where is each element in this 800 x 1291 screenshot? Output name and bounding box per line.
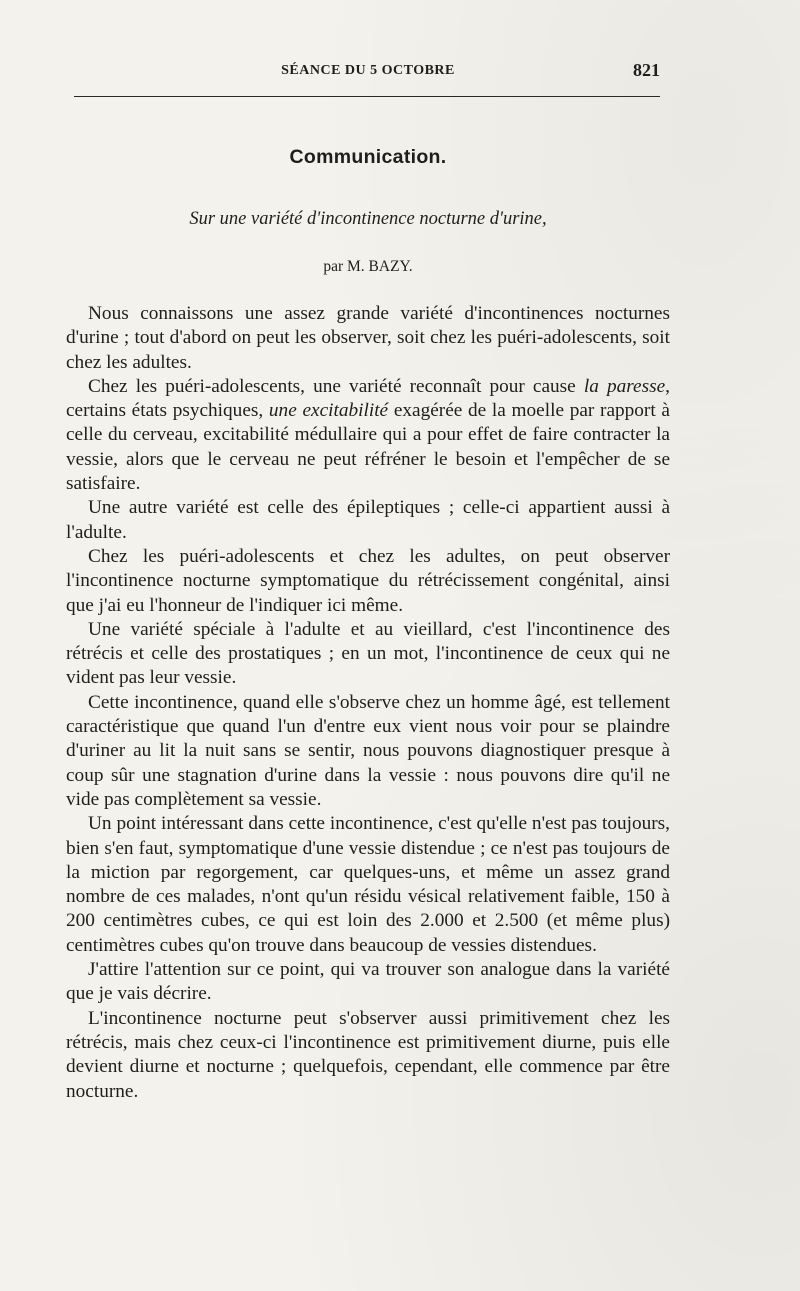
article-author: par M. BAZY. — [323, 258, 413, 275]
paragraph-6: Cette incontinence, quand elle s'observe chez un homme âgé, est tellement caractéristique que quand l'un d'entre eux vient nous voir pour se plaindre d'uriner au lit la nuit sans se sentir, nous pouvons diagnostiquer presque à coup sûr une stagnation d'urine dans la vessie : nous pouvons dire qu'il ne vide pas complètement sa vessie. — [66, 691, 670, 810]
article-title: Sur une variété d'incontinence nocturne d'urine, — [189, 209, 547, 229]
emphasis-paresse: la paresse — [583, 375, 666, 397]
paragraph-1: Nous connaissons une assez grande variété d'incontinences nocturnes d'urine ; tout d'abord on peut les observer, soit chez les puéri-adolescents, soit chez les adultes. — [66, 303, 670, 373]
paragraph-2-part-1: Chez les puéri-adolescents, une variété reconnaît pour cause — [88, 375, 584, 397]
paragraph-5: Une variété spéciale à l'adulte et au vieillard, c'est l'incontinence des rétrécis et celle des prostatiques ; en un mot, l'incontinence de ceux qui ne vident pas leur vessie. — [66, 618, 670, 689]
paragraph-9: L'incontinence nocturne peut s'observer aussi primitivement chez les rétrécis, mais chez ceux-ci l'incontinence est primitivement diurne, puis elle devient diurne et nocturne ; quelquefois, cependant, elle commence par être nocturne. — [66, 1007, 670, 1102]
paragraph-8: J'attire l'attention sur ce point, qui va trouver son analogue dans la variété que je vais décrire. — [66, 959, 670, 1005]
running-head — [72, 60, 664, 82]
paragraph-2-part-2: , certains états psychiques, — [66, 375, 670, 422]
section-heading: Communication. — [289, 146, 447, 168]
paragraph-4: Chez les puéri-adolescents et chez les adultes, on peut observer l'incontinence nocturne symptomatique du rétrécissement congénital, ainsi que j'ai eu l'honneur de l'indiquer ici même. — [66, 545, 670, 616]
paragraph-3: Une autre variété est celle des épileptiques ; celle-ci appartient aussi à l'adulte. — [66, 497, 670, 543]
header-rule — [74, 96, 660, 97]
paragraph-2-part-3: exagérée de la moelle par rapport à celle du cerveau, excitabilité médullaire qui a pour effet de faire contracter la vessie, alors que le cerveau ne peut réfréner le besoin et l'empêcher de se satisfaire. — [66, 400, 670, 495]
article-body — [66, 302, 670, 1104]
paragraph-2 — [66, 375, 670, 496]
running-title: SÉANCE DU 5 OCTOBRE — [281, 63, 455, 78]
emphasis-excitabilite: une excitabilité — [268, 400, 389, 422]
paragraph-7: Un point intéressant dans cette incontinence, c'est qu'elle n'est pas toujours, bien s'en faut, symptomatique d'une vessie distendue ; ce n'est pas toujours de la miction par regorgement, car quelques-uns, et même un assez grand nombre de ces malades, n'ont qu'un résidu vésical relativement faible, 150 à 200 centimètres cubes, ce qui est loin des 2.000 et 2.500 (et même plus) centimètres cubes qu'on trouve dans beaucoup de vessies distendues. — [66, 813, 670, 956]
page-number: 821 — [633, 60, 660, 80]
